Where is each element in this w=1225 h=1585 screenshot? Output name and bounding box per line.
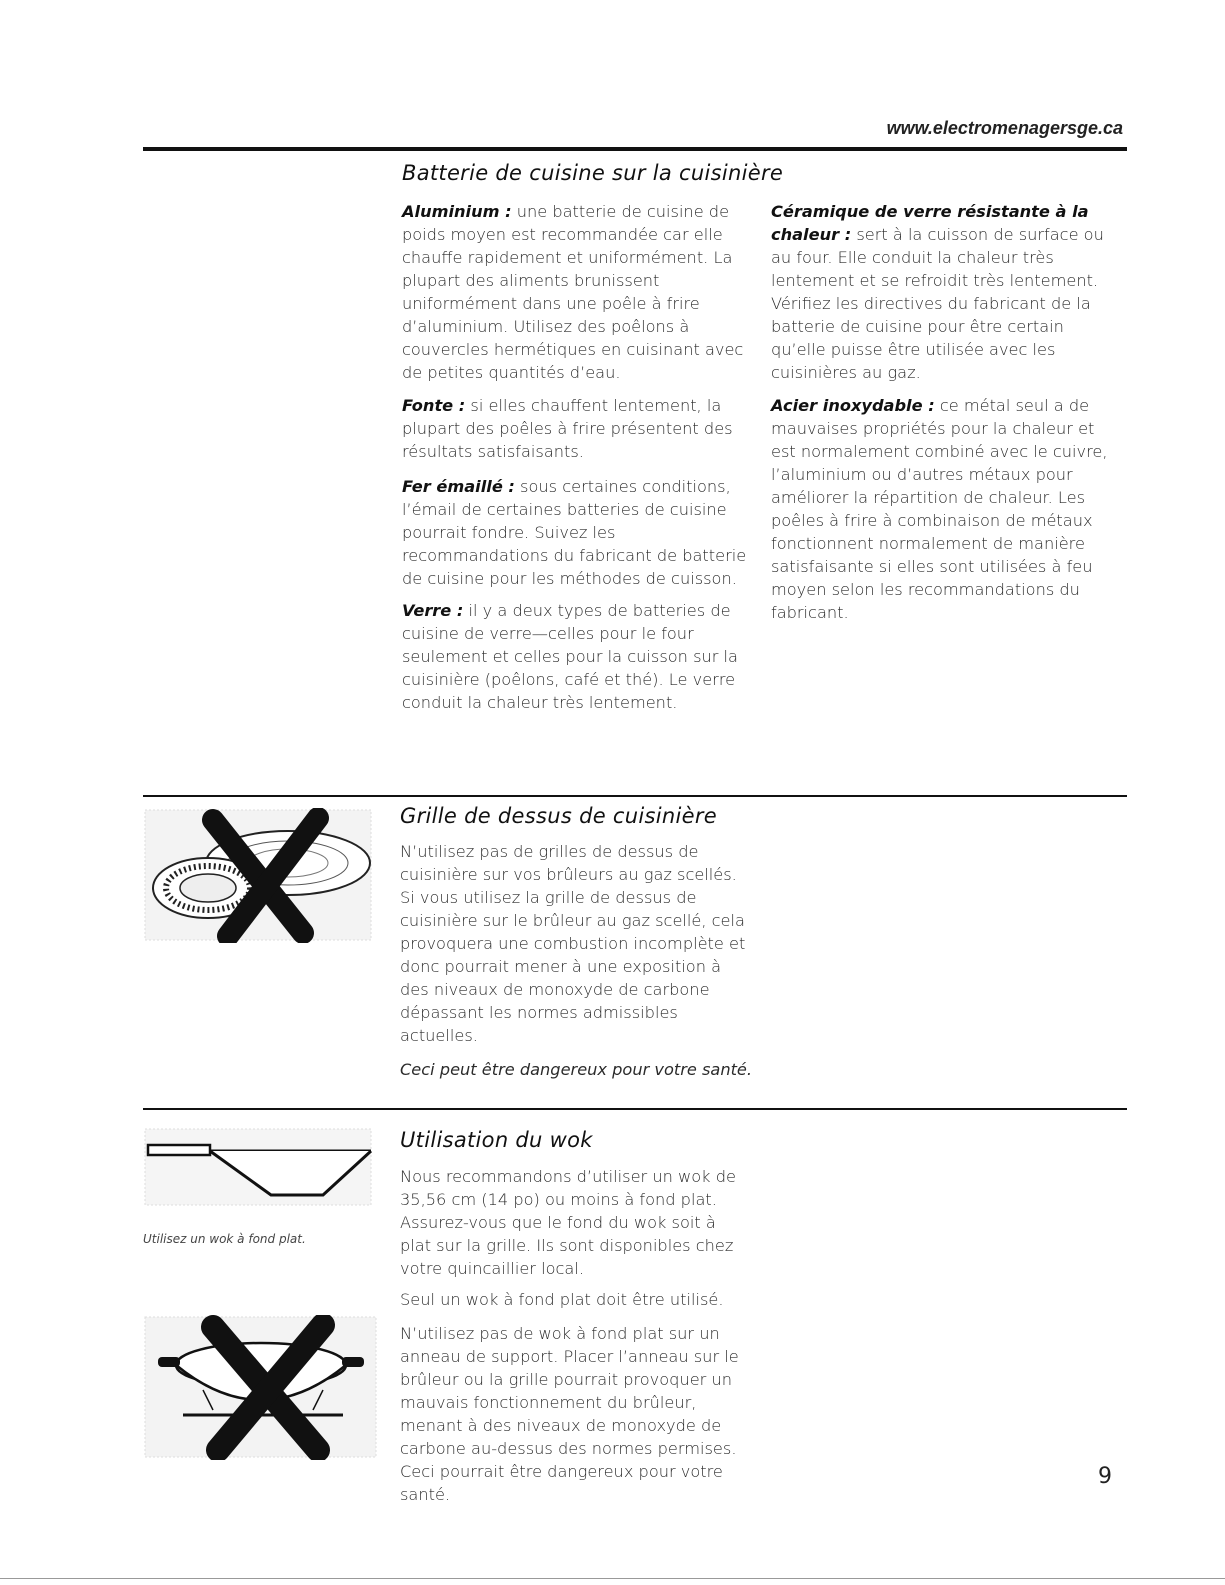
term-fonte: Fonte : xyxy=(402,396,466,415)
section-rule-wok xyxy=(143,1108,1127,1110)
griddle-warning: Ceci peut être dangereux pour votre santé. xyxy=(400,1060,753,1079)
text-fer-emaille: sous certaines conditions, l’émail de certaines batteries de cuisine pourrait fondre. Suivez les recommandations du fabricant de batterie de cuisine pour les méthodes de cuisson. xyxy=(402,477,747,588)
top-rule xyxy=(143,147,1127,151)
section-title-wok: Utilisation du wok xyxy=(400,1128,593,1152)
term-fer-emaille: Fer émaillé : xyxy=(402,477,515,496)
term-aluminium: Aluminium : xyxy=(402,202,512,221)
para-wok-1: Nous recommandons d’utiliser un wok de 35,56 cm (14 po) ou moins à fond plat. Assurez-vous que le fond du wok soit à plat sur la grille. Ils sont disponibles chez votre quincaillier local. xyxy=(400,1167,736,1278)
text-fonte: si elles chauffent lentement, la plupart des poêles à frire présentent des résultats satisfaisants. xyxy=(402,396,733,461)
term-ceramique: Céramique de verre résistante à la chaleur : xyxy=(771,202,1089,244)
para-acier xyxy=(771,394,1116,624)
bottom-rule xyxy=(0,1578,1225,1579)
para-verre xyxy=(402,599,747,714)
para-fonte xyxy=(402,394,747,463)
section-rule-griddle xyxy=(143,795,1127,797)
text-aluminium: une batterie de cuisine de poids moyen est recommandée car elle chauffe rapidement et uniformément. La plupart des aliments brunissent uniformément dans une poêle à frire d’aluminium. Utilisez des poêlons à couvercles hermétiques en cuisinant avec de petites quantités d’eau. xyxy=(402,202,744,382)
para-aluminium xyxy=(402,200,747,384)
text-ceramique: sert à la cuisson de surface ou au four. Elle conduit la chaleur très lentement et se refroidit très lentement. Vérifiez les directives du fabricant de la batterie de cuisine pour être certain qu’elle puisse être utilisée avec les cuisinières au gaz. xyxy=(771,225,1104,382)
para-wok-3: N’utilisez pas de wok à fond plat sur un anneau de support. Placer l’anneau sur le brûleur ou la grille pourrait provoquer un mauvais fonctionnement du brûleur, menant à des niveaux de monoxyde de carbone au-dessus des normes permises. Ceci pourrait être dangereux pour votre santé. xyxy=(400,1324,739,1504)
text-verre: il y a deux types de batteries de cuisine de verre—celles pour le four seulement et celles pour la cuisson sur la cuisinière (poêlons, café et thé). Le verre conduit la chaleur très lentement. xyxy=(402,601,738,712)
header-url: www.electromenagersge.ca xyxy=(886,118,1123,138)
para-fer-emaille xyxy=(402,475,747,590)
section-title-griddle: Grille de dessus de cuisinière xyxy=(400,804,717,828)
para-ceramique xyxy=(771,200,1116,384)
term-acier: Acier inoxydable : xyxy=(771,396,935,415)
para-wok-2: Seul un wok à fond plat doit être utilisé. xyxy=(400,1290,724,1309)
wok-ring-crossed-illustration xyxy=(143,1315,378,1460)
term-verre: Verre : xyxy=(402,601,464,620)
flat-wok-illustration xyxy=(143,1127,373,1207)
para-griddle: N’utilisez pas de grilles de dessus de cuisinière sur vos brûleurs au gaz scellés. Si vous utilisez la grille de dessus de cuisinière sur le brûleur au gaz scellé, cela provoquera une combustion incomplète et donc pourrait mener à une exposition à des niveaux de monoxyde de carbone dépassant les normes admissibles actuelles. xyxy=(400,842,746,1045)
section-title-cookware: Batterie de cuisine sur la cuisinière xyxy=(402,161,784,185)
wok-caption: Utilisez un wok à fond plat. xyxy=(143,1232,306,1246)
griddle-crossed-illustration xyxy=(143,808,373,943)
page-number: 9 xyxy=(1098,1464,1112,1489)
text-acier: ce métal seul a de mauvaises propriétés pour la chaleur et est normalement combiné avec le cuivre, l’aluminium ou d’autres métaux pour améliorer la répartition de chaleur. Les poêles à frire à combinaison de métaux fonctionnent normalement de manière satisfaisante si elles sont utilisées à feu moyen selon les recommandations du fabricant. xyxy=(771,396,1108,622)
